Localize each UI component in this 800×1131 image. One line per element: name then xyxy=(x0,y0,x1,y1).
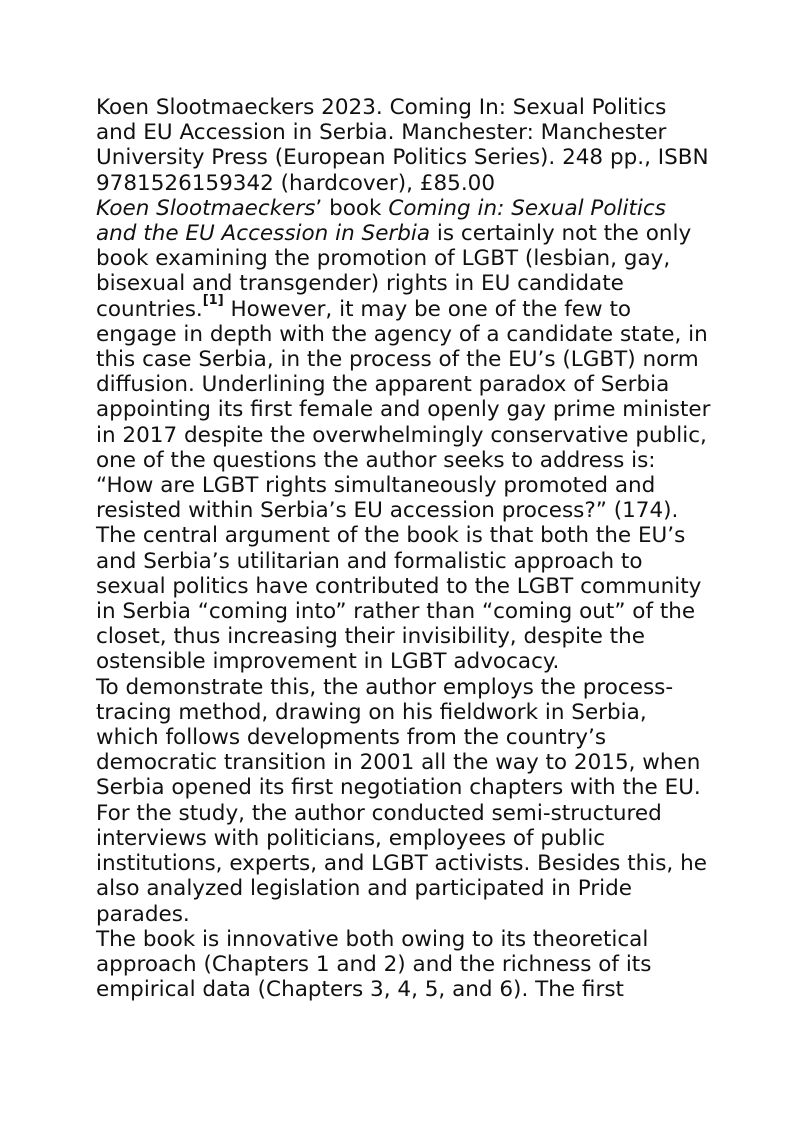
intro-text-b: is certainly not the only book examining the promotion of LGBT (lesbian, gay, bisexual and transgender) rights in EU candidate countries. xyxy=(96,221,692,322)
document-body xyxy=(96,95,712,1002)
evaluation-paragraph: The book is innovative both owing to its theoretical approach (Chapters 1 and 2) and the richness of its empirical data (Chapters 3, 4, 5, and 6). The first xyxy=(96,926,652,1003)
footnote-reference[interactable]: [1] xyxy=(202,293,224,309)
book-title: Coming in: Sexual Politics and the EU Accession in Serbia xyxy=(96,195,666,247)
intro-text-c: However, it may be one of the few to engage in depth with the agency of a candidate state, in this case Serbia, in the process of the EU’s (LGBT) norm diffusion. Underlining the apparent paradox of Serbia appointing its first female and openly gay prime minister in 2017 despite the overwhelmingly conservative public, one of the questions the author seeks to address is: “How are LGBT rights simultaneously promoted and resisted within Serbia’s EU accession process?” (174). The central argument of the book is that both the EU’s and Serbia’s utilitarian and formalistic approach to sexual politics have contributed to the LGBT community in Serbia “coming into” rather than “coming out” of the closet, thus increasing their invisibility, despite the ostensible improvement in LGBT advocacy. xyxy=(96,296,711,675)
author-name: Koen Slootmaeckers xyxy=(96,195,316,221)
intro-text-a: ’ book xyxy=(315,195,389,221)
citation-paragraph: Koen Slootmaeckers 2023. Coming In: Sexual Politics and EU Accession in Serbia. Manchester: Manchester University Press (European Politics Series). 248 pp., ISBN 9781526159342 (hardcover), £85.00 xyxy=(96,95,709,196)
method-paragraph: To demonstrate this, the author employs the process-tracing method, drawing on his fieldwork in Serbia, which follows developments from the country’s democratic transition in 2001 all the way to 2015, when Serbia opened its first negotiation chapters with the EU. For the study, the author conducted semi-structured interviews with politicians, employees of public institutions, experts, and LGBT activists. Besides this, he also analyzed legislation and participated in Pride parades. xyxy=(96,674,707,927)
intro-paragraph xyxy=(96,196,712,675)
